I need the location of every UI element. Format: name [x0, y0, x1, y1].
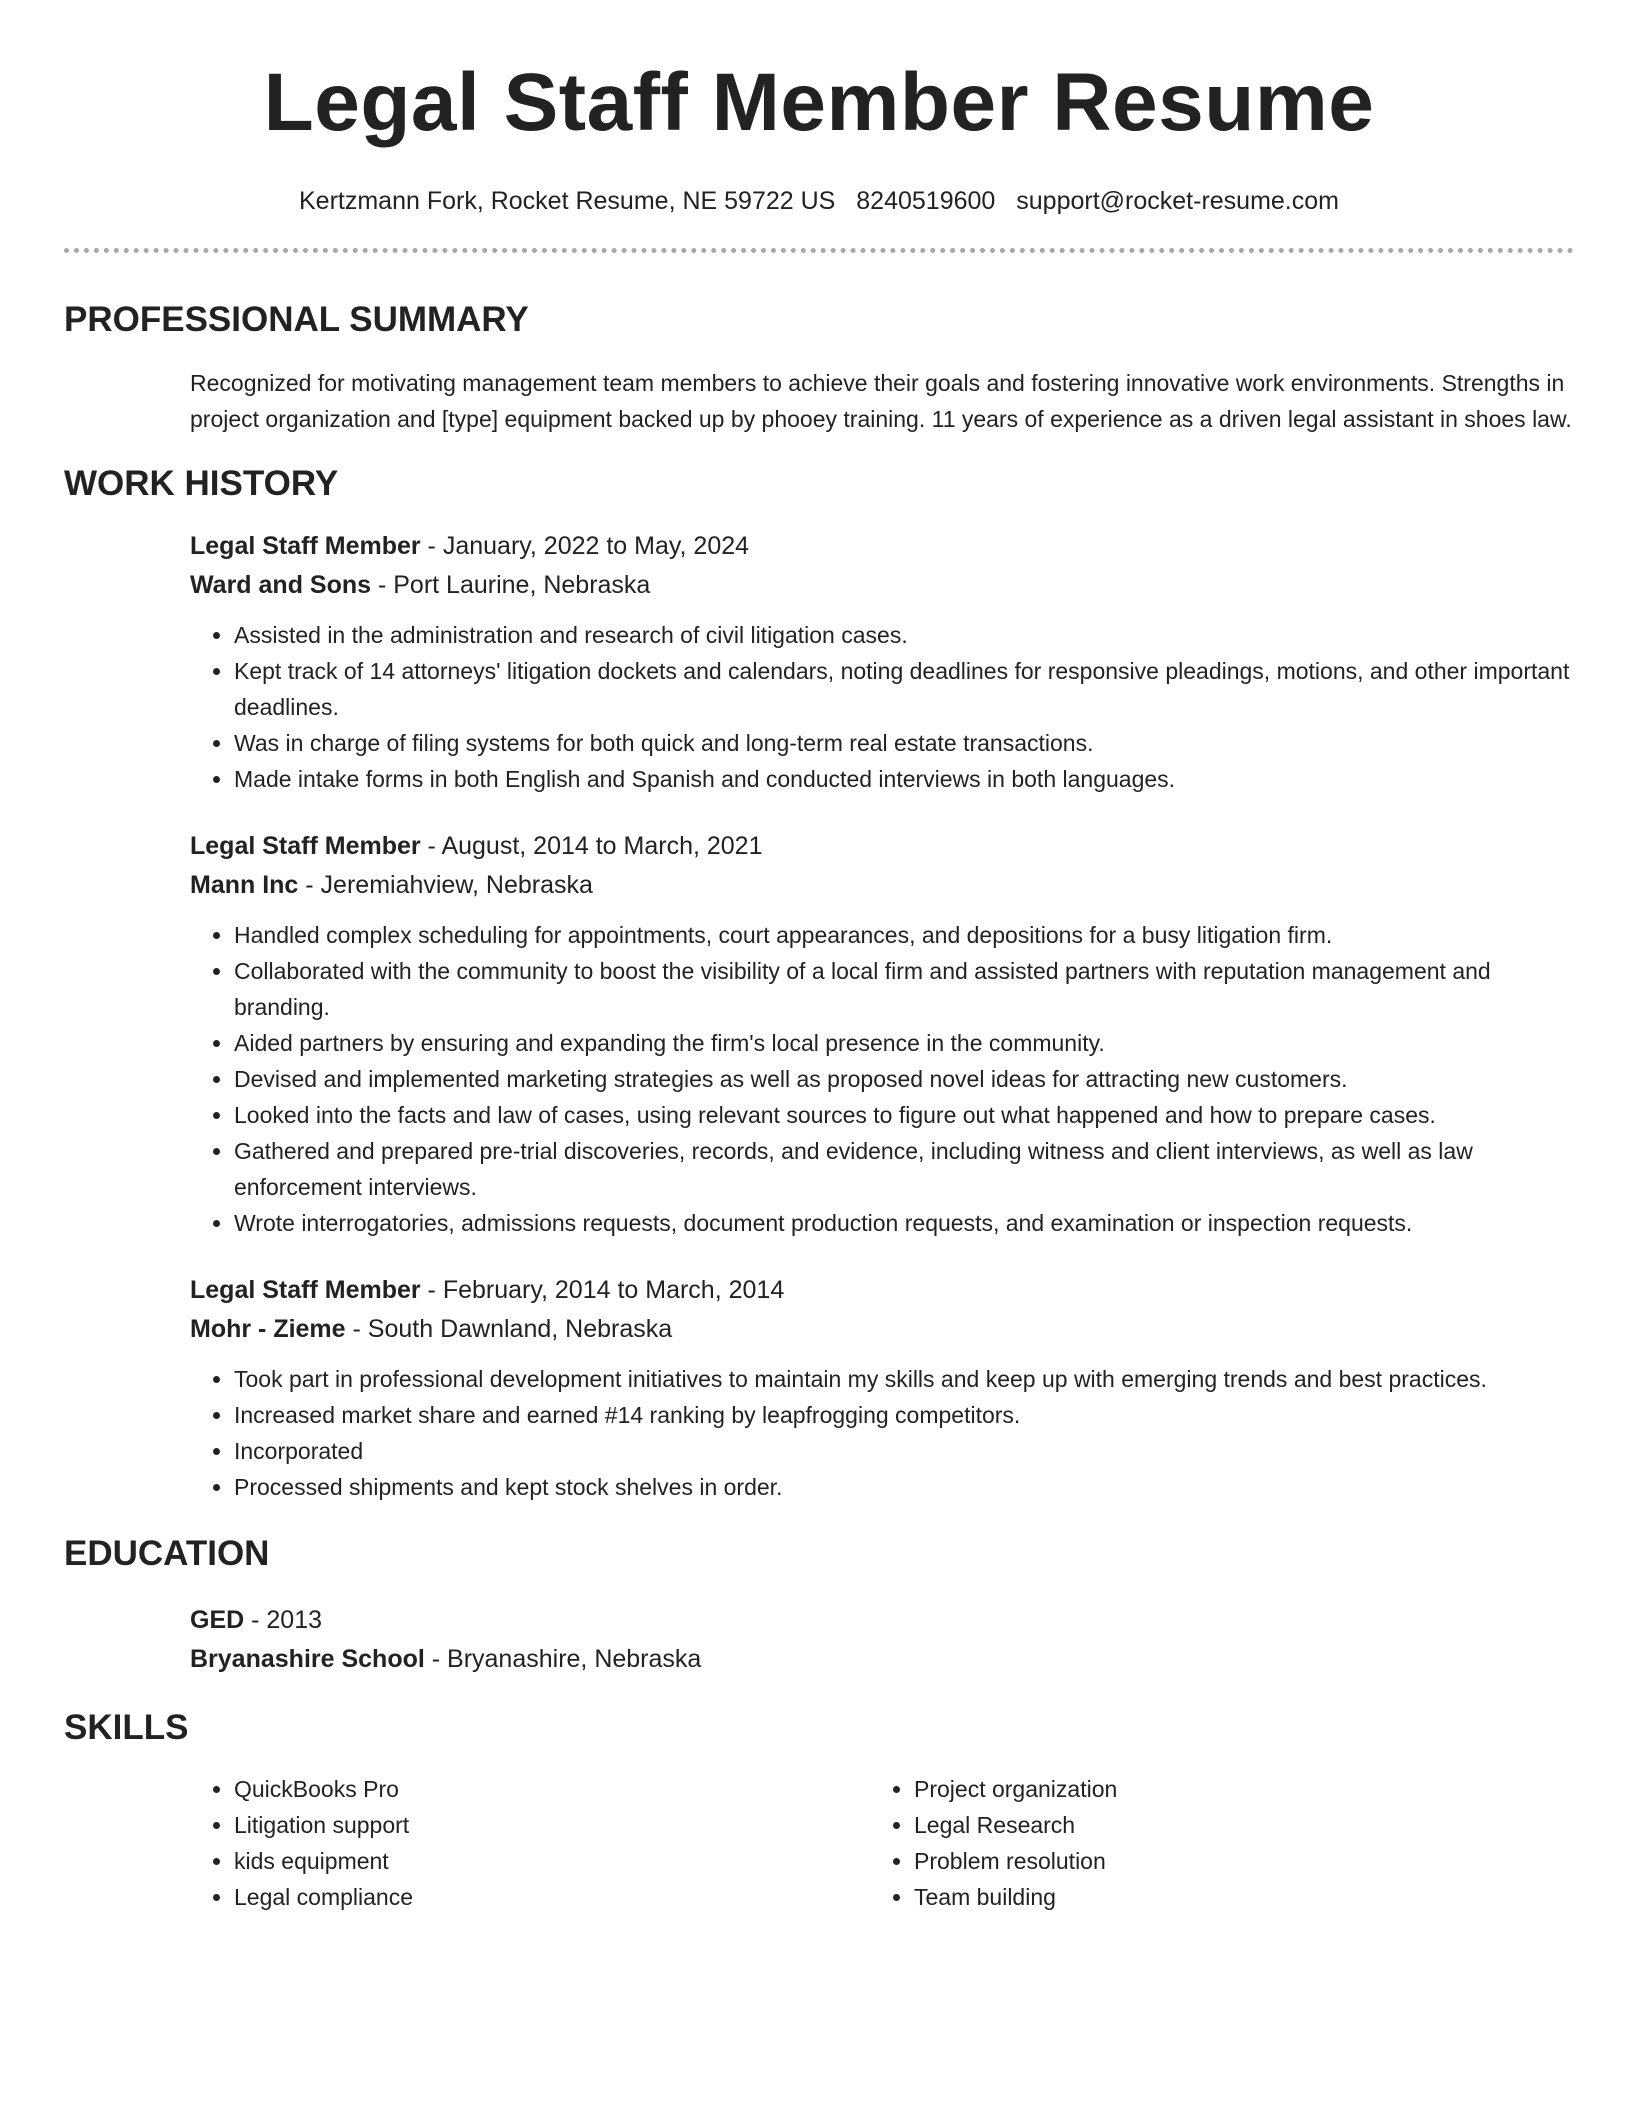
job-title-line — [190, 1271, 1574, 1310]
skill-item: • Project organization — [914, 1771, 1514, 1807]
job-bullet: • Gathered and prepared pre-trial discoveries, records, and evidence, including witness and client interviews, as well as law enforcement interviews. — [234, 1133, 1574, 1205]
education-school: Bryanashire School — [190, 1645, 425, 1673]
job-location: - Port Laurine, Nebraska — [371, 571, 651, 599]
education-school-line — [190, 1640, 1574, 1679]
skill-item: • Team building — [914, 1879, 1514, 1915]
education-degree-line — [190, 1601, 1574, 1640]
job-location: - Jeremiahview, Nebraska — [298, 871, 593, 899]
skills-column-right — [870, 1771, 1514, 1915]
job-title-line — [190, 527, 1574, 566]
job-bullet: • Took part in professional development initiatives to maintain my skills and keep up with emerging trends and best practices. — [234, 1361, 1574, 1397]
job-dates: - January, 2022 to May, 2024 — [420, 532, 750, 560]
education-year: - 2013 — [244, 1606, 323, 1634]
skill-item: • QuickBooks Pro — [234, 1771, 870, 1807]
education-location: - Bryanashire, Nebraska — [424, 1645, 702, 1673]
education-heading: EDUCATION — [64, 1534, 270, 1573]
skills-grid — [190, 1771, 1574, 1915]
job-bullet: • Aided partners by ensuring and expanding the firm's local presence in the community. — [234, 1025, 1574, 1061]
contact-line — [64, 186, 1574, 216]
job-company-line — [190, 1310, 1574, 1349]
job-bullet: • Processed shipments and kept stock shelves in order. — [234, 1469, 1574, 1505]
skills-heading: SKILLS — [64, 1708, 189, 1747]
job-entry — [190, 1271, 1574, 1505]
job-bullets — [190, 917, 1574, 1241]
resume-page — [64, 0, 1574, 1915]
job-bullet: • Kept track of 14 attorneys' litigation dockets and calendars, noting deadlines for responsive pleadings, motions, and other important deadlines. — [234, 653, 1574, 725]
job-company: Mann Inc — [190, 871, 299, 899]
header-divider — [64, 248, 1574, 253]
job-bullets — [190, 617, 1574, 797]
education-degree: GED — [190, 1606, 245, 1634]
job-title: Legal Staff Member — [190, 1276, 421, 1304]
job-company: Ward and Sons — [190, 571, 372, 599]
resume-title: Legal Staff Member Resume — [263, 57, 1375, 148]
contact-email: support@rocket-resume.com — [1016, 187, 1339, 215]
skill-item: • kids equipment — [234, 1843, 870, 1879]
job-title-line — [190, 827, 1574, 866]
job-entry — [190, 527, 1574, 797]
skills-column-left — [190, 1771, 870, 1915]
summary-text: Recognized for motivating management team members to achieve their goals and fostering innovative work environments. Strengths in project organization and [type] equipment backed up by phooey training. 11 years of experience as a driven legal assistant in shoes law. — [190, 370, 1572, 432]
job-company-line — [190, 566, 1574, 605]
contact-address: Kertzmann Fork, Rocket Resume, NE 59722 US — [299, 187, 836, 215]
skill-item: • Problem resolution — [914, 1843, 1514, 1879]
work-history-list — [190, 527, 1574, 1505]
job-bullet: • Assisted in the administration and research of civil litigation cases. — [234, 617, 1574, 653]
job-dates: - August, 2014 to March, 2021 — [420, 832, 763, 860]
summary-heading: PROFESSIONAL SUMMARY — [64, 300, 529, 339]
job-bullet: • Wrote interrogatories, admissions requests, document production requests, and examination or inspection requests. — [234, 1205, 1574, 1241]
job-bullet: • Was in charge of filing systems for both quick and long-term real estate transactions. — [234, 725, 1574, 761]
skill-item: • Legal Research — [914, 1807, 1514, 1843]
job-entry — [190, 827, 1574, 1241]
skill-item: • Litigation support — [234, 1807, 870, 1843]
job-bullet: • Increased market share and earned #14 ranking by leapfrogging competitors. — [234, 1397, 1574, 1433]
job-dates: - February, 2014 to March, 2014 — [420, 1276, 785, 1304]
job-bullets — [190, 1361, 1574, 1505]
job-company-line — [190, 866, 1574, 905]
job-bullet: • Looked into the facts and law of cases, using relevant sources to figure out what happened and how to prepare cases. — [234, 1097, 1574, 1133]
job-bullet: • Handled complex scheduling for appointments, court appearances, and depositions for a busy litigation firm. — [234, 917, 1574, 953]
job-bullet: • Collaborated with the community to boost the visibility of a local firm and assisted partners with reputation management and branding. — [234, 953, 1574, 1025]
job-location: - South Dawnland, Nebraska — [345, 1315, 673, 1343]
work-history-heading: WORK HISTORY — [64, 464, 339, 503]
skill-item: • Legal compliance — [234, 1879, 870, 1915]
job-title: Legal Staff Member — [190, 532, 421, 560]
job-company: Mohr - Zieme — [190, 1315, 346, 1343]
contact-phone: 8240519600 — [856, 187, 996, 215]
job-bullet: • Made intake forms in both English and Spanish and conducted interviews in both languages. — [234, 761, 1574, 797]
education-entry — [190, 1601, 1574, 1679]
job-bullet: • Incorporated — [234, 1433, 1574, 1469]
job-bullet: • Devised and implemented marketing strategies as well as proposed novel ideas for attracting new customers. — [234, 1061, 1574, 1097]
job-title: Legal Staff Member — [190, 832, 421, 860]
